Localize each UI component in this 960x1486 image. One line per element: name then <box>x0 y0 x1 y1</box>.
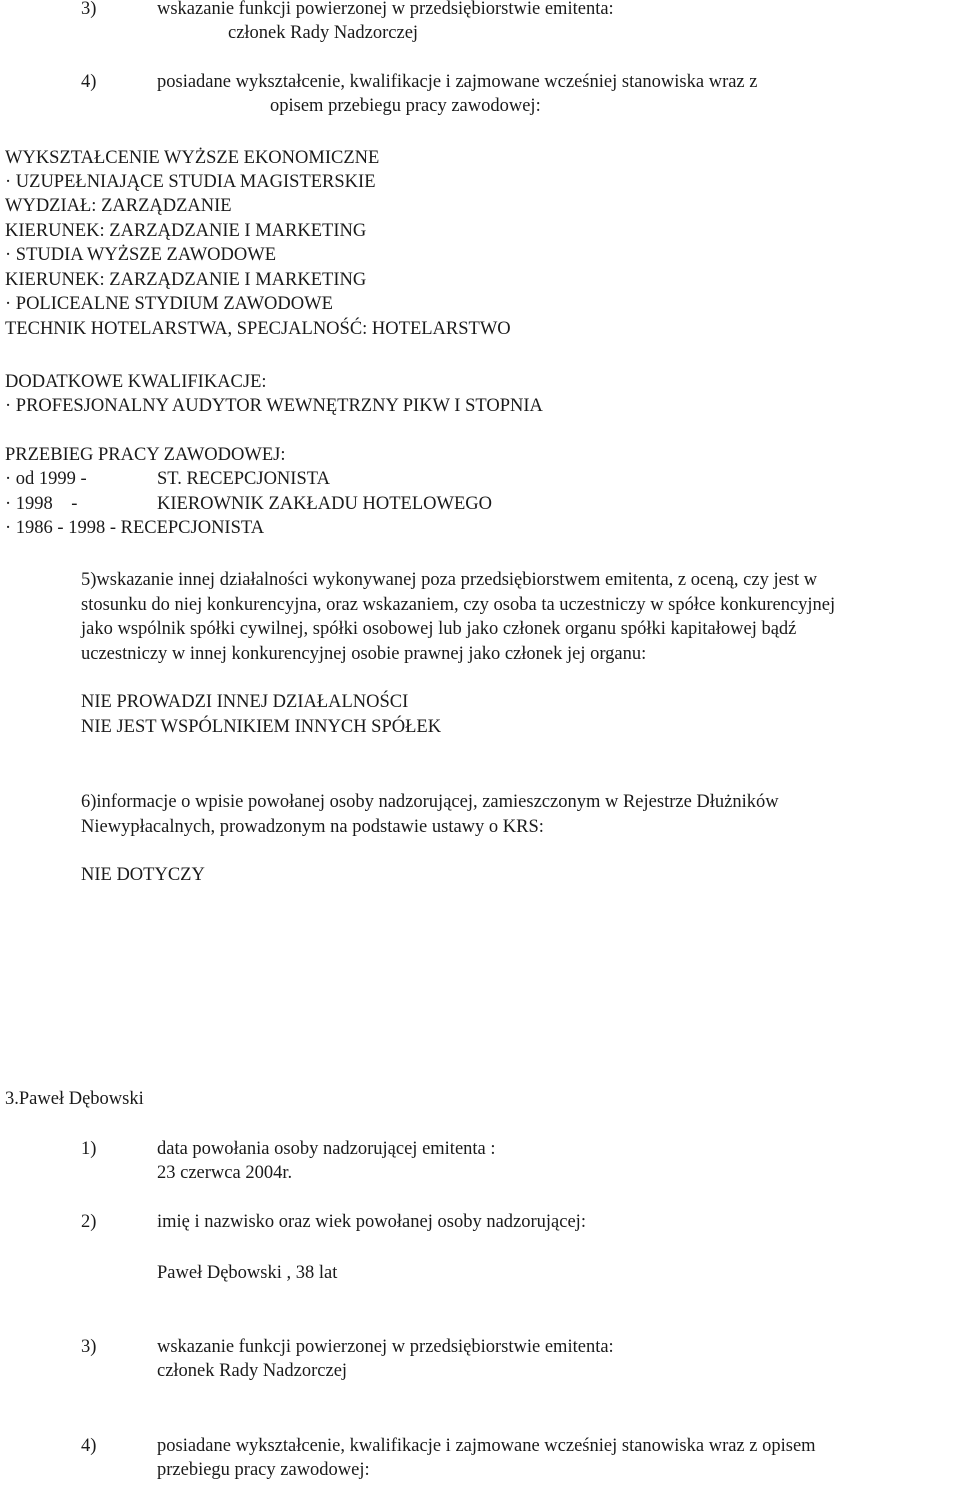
item-label: wskazanie funkcji powierzonej w przedsiębiorstwie emitenta: <box>157 1337 614 1357</box>
item-label: imię i nazwisko oraz wiek powołanej osoby nadzorującej: <box>157 1212 586 1232</box>
qualification-item: · PROFESJONALNY AUDYTOR WEWNĘTRZNY PIKW I STOPNIA <box>5 396 543 416</box>
item-label-continued: opisem przebiegu pracy zawodowej: <box>270 96 541 116</box>
item-label-continued: przebiegu pracy zawodowej: <box>157 1460 370 1480</box>
item-label: data powołania osoby nadzorującej emitenta : <box>157 1139 496 1159</box>
qualifications-heading: DODATKOWE KWALIFIKACJE: <box>5 372 267 392</box>
item-number: 2) <box>81 1212 97 1232</box>
education-line: · POLICEALNE STYDIUM ZAWODOWE <box>5 294 333 314</box>
item-value: członek Rady Nadzorczej <box>228 23 419 43</box>
item-label: wskazanie funkcji powierzonej w przedsiębiorstwie emitenta: <box>157 0 614 19</box>
education-line: WYDZIAŁ: ZARZĄDZANIE <box>5 196 232 216</box>
education-line: KIERUNEK: ZARZĄDZANIE I MARKETING <box>5 221 367 241</box>
item-number: 4) <box>81 72 97 92</box>
career-heading: PRZEBIEG PRACY ZAWODOWEJ: <box>5 445 286 465</box>
education-line: TECHNIK HOTELARSTWA, SPECJALNOŚĆ: HOTELARSTWO <box>5 319 511 339</box>
education-line: · UZUPEŁNIAJĄCE STUDIA MAGISTERSKIE <box>5 172 376 192</box>
item5-text: stosunku do niej konkurencyjna, oraz wskazaniem, czy osoba ta uczestniczy w spółce konkurencyjnej <box>81 595 836 615</box>
item-value: członek Rady Nadzorczej <box>157 1361 348 1381</box>
item5-answer: NIE JEST WSPÓLNIKIEM INNYCH SPÓŁEK <box>81 717 442 737</box>
career-position: KIEROWNIK ZAKŁADU HOTELOWEGO <box>157 494 492 514</box>
career-position: ST. RECEPCJONISTA <box>157 469 330 489</box>
item-value: Paweł Dębowski , 38 lat <box>157 1263 338 1283</box>
item-label: posiadane wykształcenie, kwalifikacje i zajmowane wcześniej stanowiska wraz z <box>157 72 758 92</box>
education-line: KIERUNEK: ZARZĄDZANIE I MARKETING <box>5 270 367 290</box>
item-number: 1) <box>81 1139 97 1159</box>
education-line: WYKSZTAŁCENIE WYŻSZE EKONOMICZNE <box>5 148 380 168</box>
item-number: 4) <box>81 1436 97 1456</box>
item5-text: 5)wskazanie innej działalności wykonywanej poza przedsiębiorstwem emitenta, z oceną, czy jest w <box>81 570 818 590</box>
person-heading: 3.Paweł Dębowski <box>5 1089 144 1109</box>
item6-answer: NIE DOTYCZY <box>81 865 205 885</box>
item5-text: uczestniczy w innej konkurencyjnej osobie prawnej jako członek jej organu: <box>81 644 647 664</box>
item5-text: jako wspólnik spółki cywilnej, spółki osobowej lub jako członek organu spółki kapitałowej bądź <box>81 619 797 639</box>
career-period: · 1998 - <box>5 494 78 514</box>
item-value: 23 czerwca 2004r. <box>157 1163 293 1183</box>
item6-text: Niewypłacalnych, prowadzonym na podstawie ustawy o KRS: <box>81 817 544 837</box>
item6-text: 6)informacje o wpisie powołanej osoby nadzorującej, zamieszczonym w Rejestrze Dłużników <box>81 792 779 812</box>
career-period: · 1986 - 1998 - RECEPCJONISTA <box>5 518 265 538</box>
career-period: · od 1999 - <box>5 469 87 489</box>
education-line: · STUDIA WYŻSZE ZAWODOWE <box>5 245 277 265</box>
item-number: 3) <box>81 1337 97 1357</box>
item-label: posiadane wykształcenie, kwalifikacje i zajmowane wcześniej stanowiska wraz z opisem <box>157 1436 816 1456</box>
item-number: 3) <box>81 0 97 19</box>
item5-answer: NIE PROWADZI INNEJ DZIAŁALNOŚCI <box>81 692 409 712</box>
